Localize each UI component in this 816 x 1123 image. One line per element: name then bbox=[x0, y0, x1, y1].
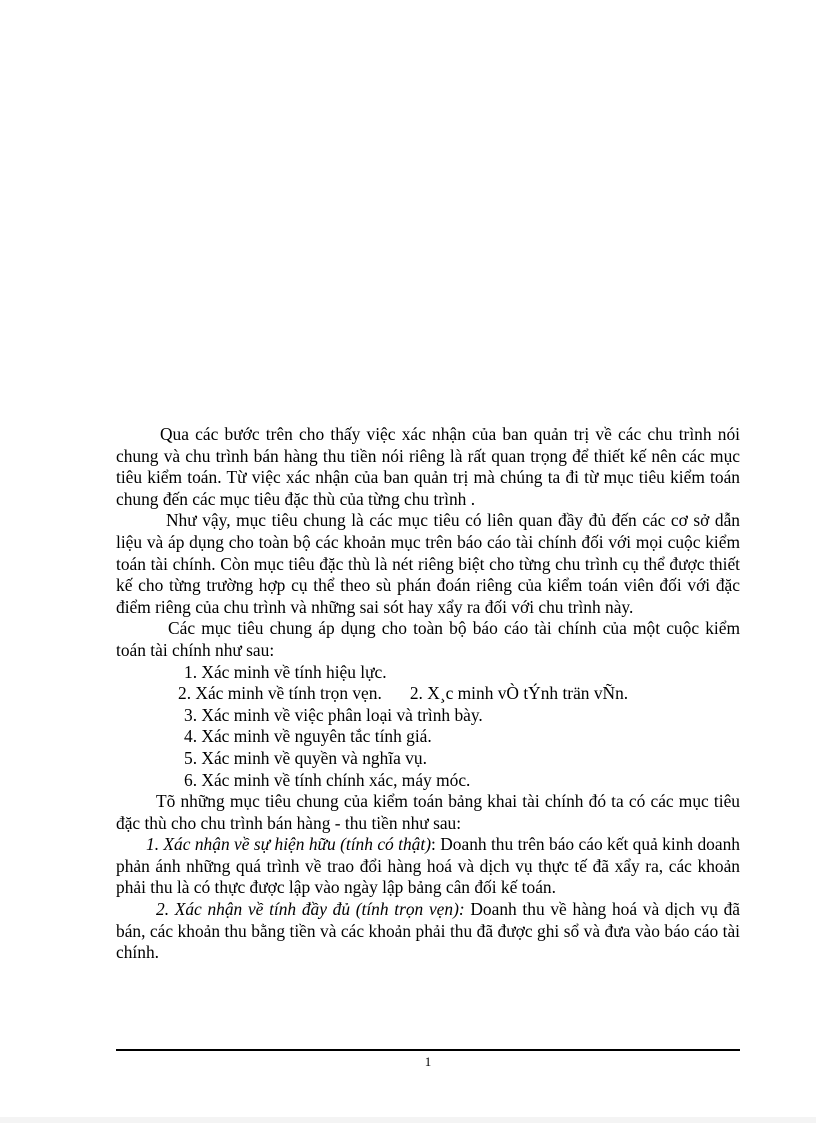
paragraph-intro: Qua các bước trên cho thấy việc xác nhận của ban quản trị về các chu trình nói chung và chu trình bán hàng thu tiền nói riêng là rất quan trọng để thiết kế nên các mục tiêu kiểm toán. Từ việc xác nhận của ban quản trị mà chúng ta đi từ mục tiêu kiểm toán chung đến các mục tiêu đặc thù của từng chu trình . bbox=[116, 424, 740, 509]
paragraph-existence bbox=[116, 834, 740, 899]
objectives-list bbox=[116, 662, 740, 792]
existence-heading: 1. Xác nhận về sự hiện hữu (tính có thật) bbox=[146, 834, 431, 855]
list-item: 4. Xác minh về nguyên tắc tính giá. bbox=[184, 726, 432, 747]
paragraph-general-objectives: Như vậy, mục tiêu chung là các mục tiêu có liên quan đầy đủ đến các cơ sở dẫn liệu và áp dụng cho toàn bộ các khoản mục trên báo cáo tài chính đối với mọi cuộc kiểm toán tài chính. Còn mục tiêu đặc thù là nét riêng biệt cho từng chu trình cụ thể được thiết kế cho từng trường hợp cụ thể theo sù phán đoán riêng của kiểm toán viên đối với đặc điểm riêng của chu trình và những sai sót hay xẩy ra đối với chu trình này. bbox=[116, 510, 740, 617]
existence-text: : Doanh thu trên báo cáo kết quả kinh doanh phản ánh những quá trình về trao đổi hàng hoá và dịch vụ thực tế đã xẩy ra, các khoản phải thu là có thực được lập vào ngày lập bảng cân đối kế toán. bbox=[116, 834, 740, 898]
list-item-double bbox=[116, 683, 740, 705]
list-item: 6. Xác minh về tính chính xác, máy móc. bbox=[184, 769, 471, 790]
list-item: 5. Xác minh về quyền và nghĩa vụ. bbox=[184, 747, 427, 768]
list-item: 1. Xác minh về tính hiệu lực. bbox=[184, 661, 387, 682]
list-item-garbled: 2. X¸c minh vÒ tÝnh trän vÑn. bbox=[409, 683, 629, 704]
page-body bbox=[116, 424, 740, 964]
page-number: 1 bbox=[424, 1054, 432, 1069]
paragraph-completeness bbox=[116, 899, 740, 964]
list-item: 3. Xác minh về việc phân loại và trình bày. bbox=[184, 704, 483, 725]
list-item: 2. Xác minh về tính trọn vẹn. bbox=[178, 683, 382, 704]
completeness-text: Doanh thu về hàng hoá và dịch vụ đã bán, các khoản thu bằng tiền và các khoản phải thu đã được ghi sổ và đưa vào báo cáo tài chính. bbox=[116, 899, 741, 963]
paragraph-list-intro: Các mục tiêu chung áp dụng cho toàn bộ báo cáo tài chính của một cuộc kiểm toán tài chính như sau: bbox=[116, 618, 740, 660]
page-bottom-band bbox=[0, 1117, 816, 1123]
completeness-heading: 2. Xác nhận về tính đầy đủ (tính trọn vẹn): bbox=[156, 899, 465, 920]
footer-rule bbox=[116, 1049, 740, 1051]
paragraph-specific-objectives: Tõ những mục tiêu chung của kiểm toán bảng khai tài chính đó ta có các mục tiêu đặc thù cho chu trình bán hàng - thu tiền như sau: bbox=[116, 791, 740, 833]
